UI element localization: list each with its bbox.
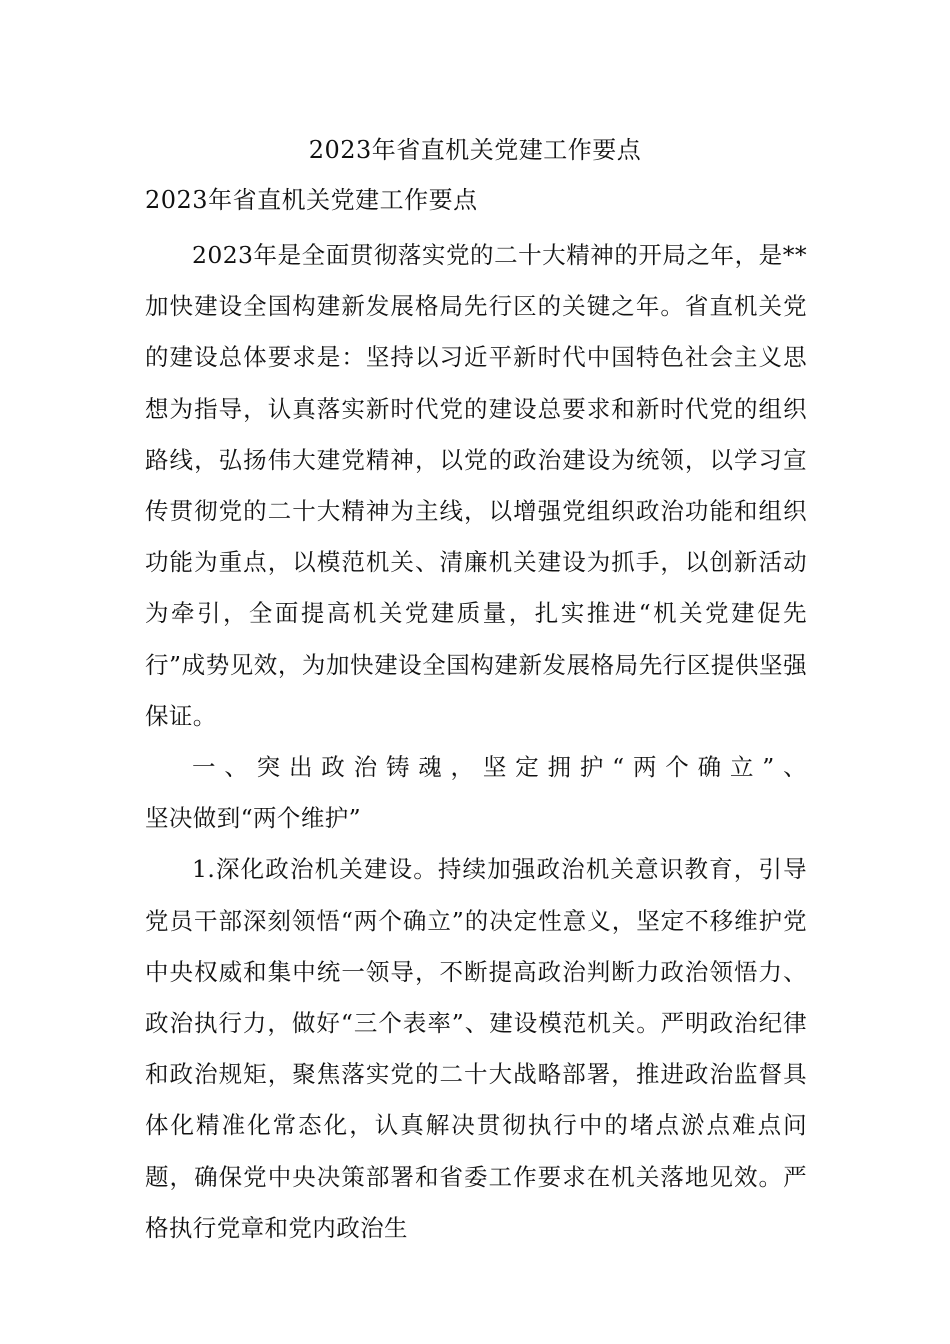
intro-paragraph: 2023年是全面贯彻落实党的二十大精神的开局之年，是**加快建设全国构建新发展格局先行区的关键之年。省直机关党的建设总体要求是：坚持以习近平新时代中国特色社会主义思想为指导，认真落实新时代党的建设总要求和新时代党的组织路线，弘扬伟大建党精神，以党的政治建设为统领，以学习宣传贯彻党的二十大精神为主线，以增强党组织政治功能和组织功能为重点，以模范机关、清廉机关建设为抓手，以创新活动为牵引，全面提高机关党建质量，扎实推进“机关党建促先行”成势见效，为加快建设全国构建新发展格局先行区提供坚强保证。	[145, 241, 807, 730]
document-body	[145, 230, 807, 1254]
item-paragraph: 1.深化政治机关建设。持续加强政治机关意识教育，引导党员干部深刻领悟“两个确立”的决定性意义，坚定不移维护党中央权威和集中统一领导，不断提高政治判断力政治领悟力、政治执行力，做好“三个表率”、建设模范机关。严明政治纪律和政治规矩，聚焦落实党的二十大战略部署，推进政治监督具体化精准化常态化，认真解决贯彻执行中的堵点淤点难点问题，确保党中央决策部署和省委工作要求在机关落地见效。严格执行党章和党内政治生	[145, 855, 807, 1242]
document-subtitle: 2023年省直机关党建工作要点	[145, 186, 478, 214]
section-heading: 一、突出政治铸魂，坚定拥护“两个确立”、坚决做到“两个维护”	[145, 753, 807, 833]
document-title: 2023年省直机关党建工作要点	[308, 136, 642, 164]
